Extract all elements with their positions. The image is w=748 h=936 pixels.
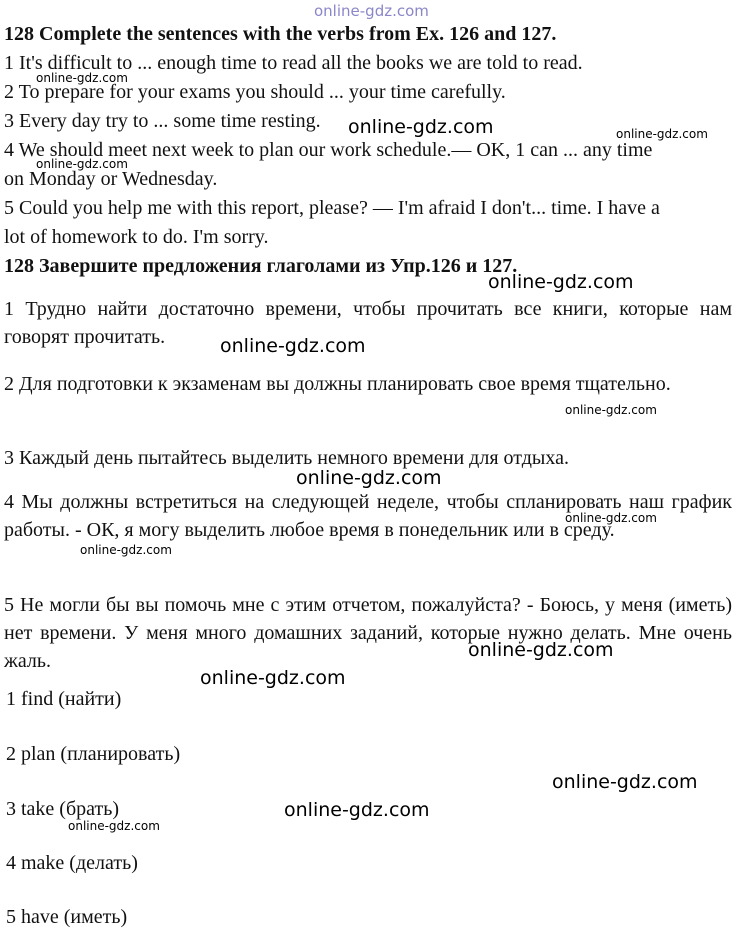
answer-5: 5 have (иметь): [6, 906, 128, 928]
watermark: online-gdz.com: [68, 819, 160, 833]
sentence-en-5-line2: lot of homework to do. I'm sorry.: [4, 226, 269, 248]
sentence-en-2: 2 To prepare for your exams you should ... your time carefully.: [4, 81, 506, 103]
watermark-top: online-gdz.com: [314, 2, 429, 20]
watermark: online-gdz.com: [616, 127, 708, 141]
sentence-ru-3: 3 Каждый день пытайтесь выделить немного времени для отдыха.: [4, 447, 569, 469]
watermark: online-gdz.com: [565, 403, 657, 417]
sentence-ru-4: 4 Мы должны встретиться на следующей неделе, чтобы спланировать наш график работы. - ОК, я могу выделить любое время в понедельник или в среду.: [4, 491, 732, 541]
watermark: online-gdz.com: [220, 335, 366, 357]
sentence-ru-1: 1 Трудно найти достаточно времени, чтобы прочитать все книги, которые нам говорят прочитать.: [4, 298, 732, 348]
watermark: online-gdz.com: [36, 157, 128, 171]
sentence-en-3: 3 Every day try to ... some time resting.: [4, 110, 321, 132]
sentence-en-5-line1: 5 Could you help me with this report, please? — I'm afraid I don't... time. I have a: [4, 197, 660, 219]
sentence-en-1: 1 It's difficult to ... enough time to read all the books we are told to read.: [4, 52, 583, 74]
sentence-ru-5: 5 Не могли бы вы помочь мне с этим отчетом, пожалуйста? - Боюсь, у меня (иметь) нет времени. У меня много домашних заданий, которые нужно делать. Мне очень жаль.: [4, 594, 732, 672]
exercise-heading-en: 128 Complete the sentences with the verbs from Ex. 126 and 127.: [4, 23, 557, 45]
answer-4: 4 make (делать): [6, 852, 138, 874]
watermark: online-gdz.com: [565, 511, 657, 525]
watermark: online-gdz.com: [284, 799, 430, 821]
sentence-en-4-line1: 4 We should meet next week to plan our work schedule.— OK, 1 can ... any time: [4, 139, 653, 161]
answer-2: 2 plan (планировать): [6, 743, 181, 765]
watermark: online-gdz.com: [296, 467, 442, 489]
sentence-ru-2: 2 Для подготовки к экзаменам вы должны планировать свое время тщательно.: [4, 373, 671, 395]
exercise-heading-ru: 128 Завершите предложения глаголами из Упр.126 и 127.: [4, 255, 518, 277]
watermark: online-gdz.com: [36, 71, 128, 85]
watermark: online-gdz.com: [488, 271, 634, 293]
watermark: online-gdz.com: [552, 771, 698, 793]
watermark: online-gdz.com: [80, 543, 172, 557]
watermark: online-gdz.com: [468, 639, 614, 661]
answer-1: 1 find (найти): [6, 688, 122, 710]
watermark: online-gdz.com: [348, 116, 494, 138]
watermark: online-gdz.com: [200, 667, 346, 689]
answer-3: 3 take (брать): [6, 798, 120, 820]
sentence-en-4-line2: on Monday or Wednesday.: [4, 168, 218, 190]
